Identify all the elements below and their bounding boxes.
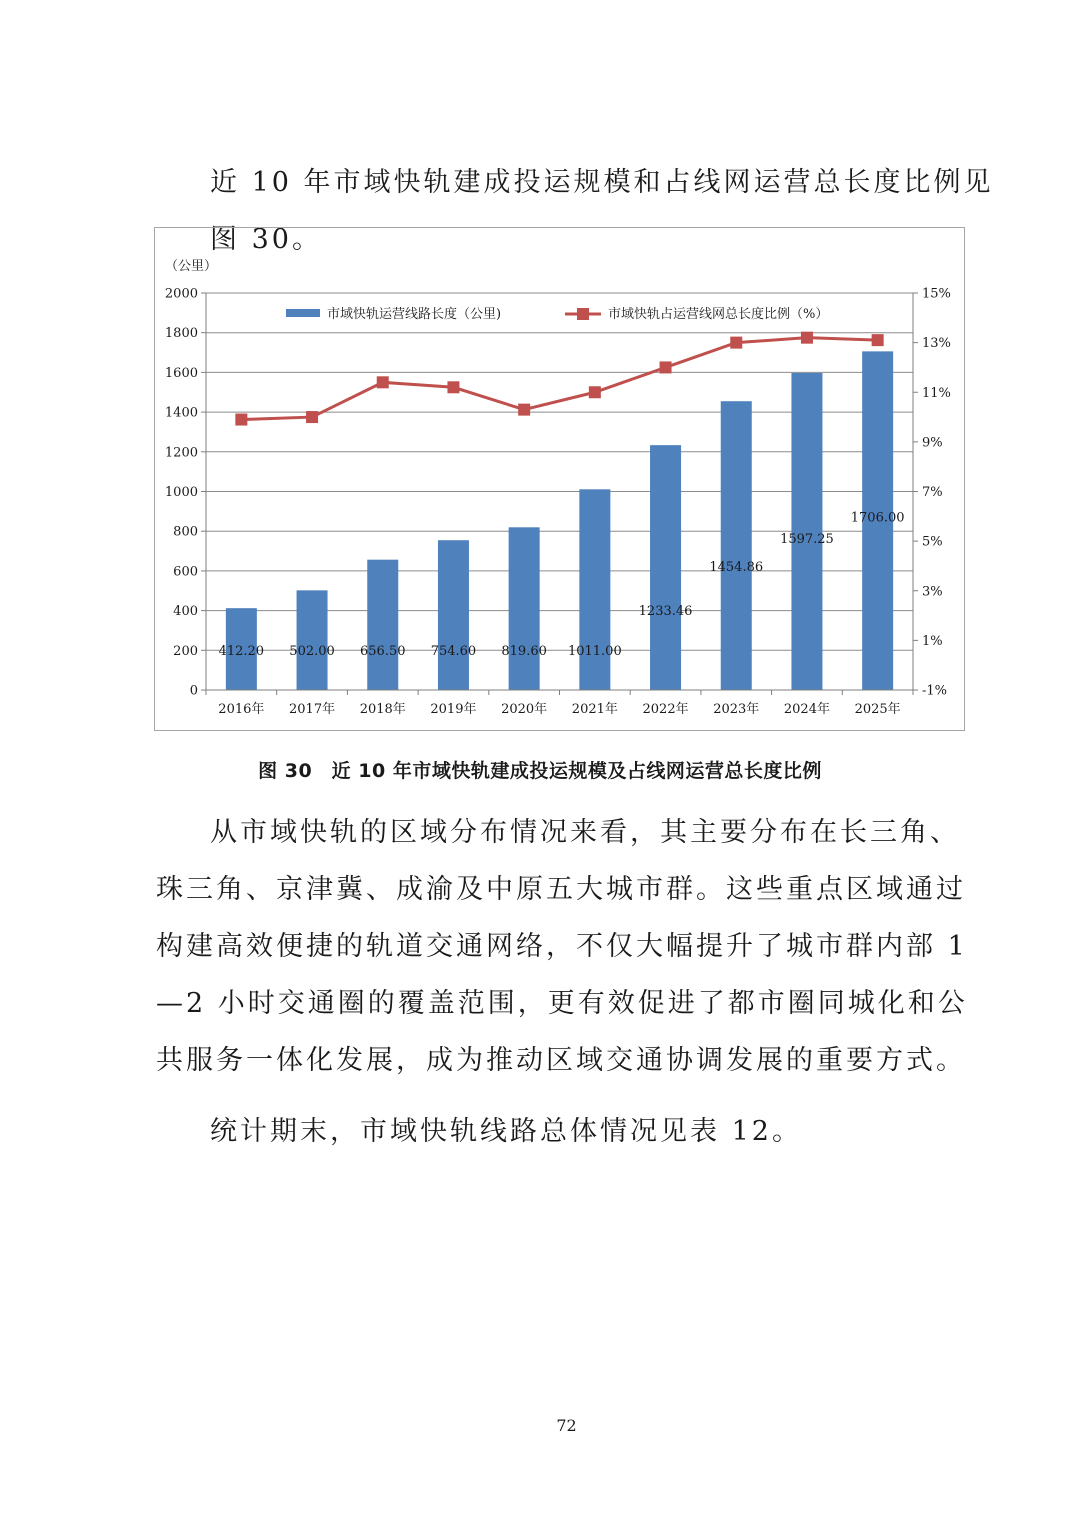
y2-tick-label: 9% (922, 435, 943, 451)
line-series (235, 332, 883, 426)
x-tick-label: 2016年 (218, 702, 265, 717)
y2-tick-label: 1% (922, 633, 943, 649)
x-axis-ticks (206, 690, 913, 717)
y2-axis-ticks (913, 287, 951, 699)
figure-caption: 图 30 近 10 年市域快轨建成投运规模及占线网运营总长度比例 (258, 760, 822, 782)
legend (286, 306, 828, 322)
table-reference: 统计期末，市域快轨线路总体情况见表 12。 (210, 1116, 802, 1147)
x-tick-label: 2018年 (359, 702, 406, 717)
intro-text: 近 10 年市域快轨建成投运规模和占线网运营总长度比例见图 30。 (210, 167, 994, 255)
line-marker (801, 332, 813, 344)
x-tick-label: 2020年 (501, 702, 548, 717)
x-tick-label: 2017年 (289, 702, 336, 717)
x-tick-label: 2024年 (783, 702, 830, 717)
series-line (241, 338, 877, 420)
y-unit-label: （公里） (165, 259, 218, 274)
chart-frame (154, 227, 965, 731)
bar (721, 401, 752, 690)
line-marker (235, 414, 247, 426)
data-label: 502.00 (289, 644, 335, 659)
y-tick-label: 1000 (164, 485, 198, 500)
y-tick-label: 1200 (164, 445, 198, 461)
data-label: 1597.25 (780, 531, 834, 547)
y-tick-label: 0 (189, 683, 198, 699)
y-tick-label: 1600 (164, 365, 198, 381)
y2-tick-label: 11% (922, 385, 951, 401)
bar (650, 445, 681, 690)
line-marker (377, 376, 389, 388)
y-axis-ticks (165, 287, 206, 699)
line-marker (589, 386, 601, 398)
bar (297, 590, 328, 690)
x-tick-label: 2021年 (571, 702, 618, 717)
legend-label-line: 市域快轨占运营线网总长度比例（%） (608, 307, 829, 322)
y-tick-label: 1800 (164, 326, 198, 342)
data-label: 412.20 (218, 644, 265, 659)
bar (509, 527, 540, 690)
y-tick-label: 2000 (164, 286, 198, 302)
data-label: 1011.00 (567, 644, 622, 659)
page-number: 72 (556, 1416, 577, 1435)
data-label: 819.60 (501, 644, 547, 659)
y2-tick-label: 15% (922, 286, 951, 302)
bar (438, 540, 469, 690)
y2-tick-label: 13% (922, 336, 951, 352)
bar (579, 489, 610, 690)
x-tick-label: 2025年 (854, 702, 901, 717)
y2-tick-label: -1% (922, 683, 948, 699)
line-marker (872, 334, 884, 346)
line-marker (730, 337, 742, 349)
y-tick-label: 600 (173, 564, 198, 580)
y-tick-label: 800 (173, 524, 198, 540)
data-label: 656.50 (360, 644, 406, 659)
x-tick-label: 2023年 (713, 702, 760, 717)
data-label: 1454.86 (709, 560, 764, 576)
line-marker (518, 404, 530, 416)
body-paragraph: 从市域快轨的区域分布情况来看，其主要分布在长三角、珠三角、京津冀、成渝及中原五大城市群。这些重点区域通过构建高效便捷的轨道交通网络，不仅大幅提升了城市群内部 1—2 小时交通圈的覆盖范围，更有效促进了都市圈同城化和公共服务一体化发展，成为推动区域交通协调发展的重要方式。 (156, 817, 968, 1076)
legend-swatch-bars (286, 309, 320, 317)
y-tick-label: 200 (173, 643, 198, 659)
line-marker (660, 361, 672, 373)
data-label: 754.60 (430, 644, 477, 659)
x-tick-label: 2019年 (430, 702, 477, 717)
y2-tick-label: 5% (922, 534, 943, 550)
legend-swatch-marker (577, 308, 589, 320)
line-marker (306, 411, 318, 423)
y2-tick-label: 7% (922, 485, 943, 500)
line-marker (447, 381, 459, 393)
x-tick-label: 2022年 (642, 702, 689, 717)
y2-tick-label: 3% (922, 584, 943, 600)
legend-label-bars: 市域快轨运营线路长度（公里) (327, 307, 502, 322)
y-tick-label: 400 (173, 604, 198, 620)
bar (367, 560, 398, 690)
data-label: 1706.00 (850, 510, 905, 526)
y-tick-label: 1400 (164, 405, 198, 421)
data-label: 1233.46 (638, 604, 693, 620)
chart (155, 228, 966, 732)
